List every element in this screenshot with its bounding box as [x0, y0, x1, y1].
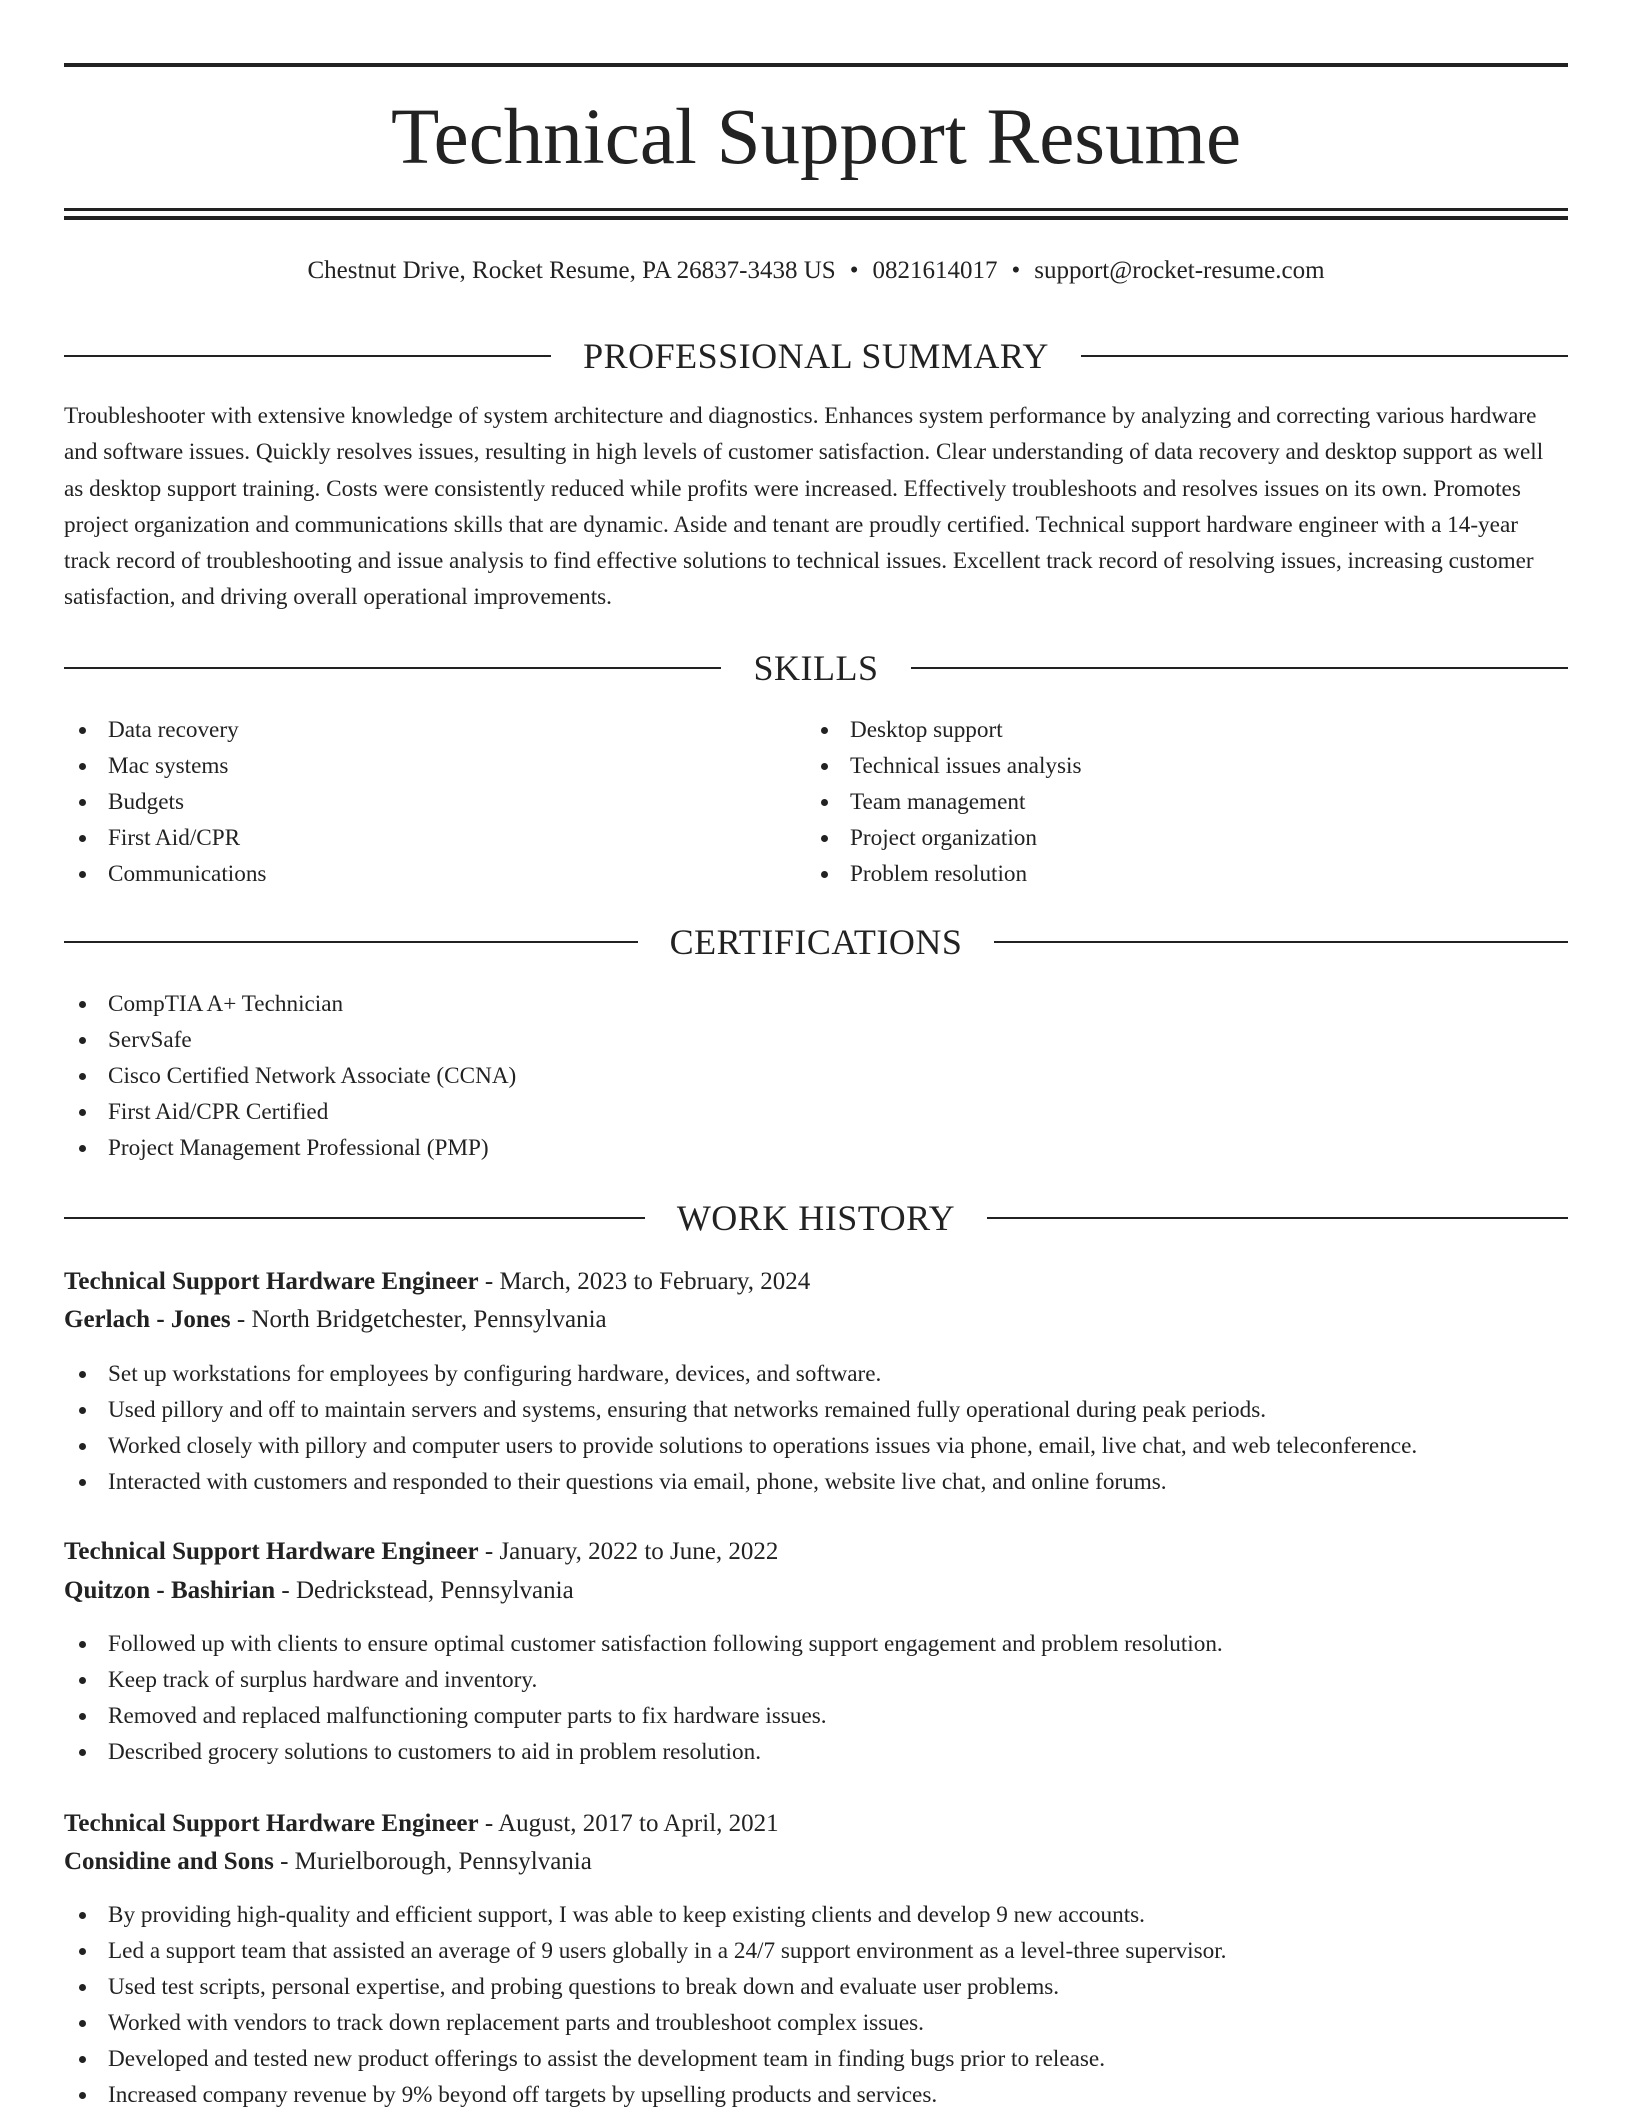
job-company: Quitzon - Bashirian	[64, 1577, 276, 1604]
job-bullet: Increased company revenue by 9% beyond off targets by upselling products and services.	[64, 2077, 1226, 2113]
job-title-line	[64, 1533, 1568, 1571]
job-title: Technical Support Hardware Engineer	[64, 1810, 479, 1837]
job-bullet: Followed up with clients to ensure optimal customer satisfaction following support engagement and problem resolution.	[64, 1626, 1223, 1662]
job-dates: March, 2023 to February, 2024	[499, 1268, 811, 1295]
job-bullet: Set up workstations for employees by configuring hardware, devices, and software.	[64, 1356, 1417, 1392]
contact-line	[64, 253, 1568, 289]
contact-address: Chestnut Drive, Rocket Resume, PA 26837-3438 US	[307, 257, 836, 284]
skill-item: Team management	[806, 784, 1081, 820]
section-heading-certifications	[64, 920, 1568, 964]
job-bullet: Worked with vendors to track down replacement parts and troubleshoot complex issues.	[64, 2005, 1226, 2041]
summary-text: Troubleshooter with extensive knowledge of system architecture and diagnostics. Enhances system performance by analyzing and correcting various hardware and software issues. Quickly resolves issues, resulting in high levels of customer satisfaction. Clear understanding of data recovery and desktop support as well as desktop support training. Costs were consistently reduced while profits were increased. Effectively troubleshoots and resolves issues on its own. Promotes project organization and communications skills that are dynamic. Aside and tenant are proudly certified. Technical support hardware engineer with a 14-year track record of troubleshooting and issue analysis to find effective solutions to technical issues. Excellent track record of resolving issues, increasing customer satisfaction, and driving overall operational improvements.	[64, 403, 1544, 611]
job-company: Gerlach - Jones	[64, 1306, 231, 1333]
job-bullet: Used test scripts, personal expertise, and probing questions to break down and evaluate user problems.	[64, 1969, 1226, 2005]
skill-item: Technical issues analysis	[806, 748, 1081, 784]
job-bullet: Led a support team that assisted an average of 9 users globally in a 24/7 support environment as a level-three supervisor.	[64, 1933, 1226, 1969]
skill-item: Data recovery	[64, 712, 266, 748]
job-title-line	[64, 1805, 1568, 1843]
job-separator: -	[478, 1538, 500, 1565]
job-bullet: Worked closely with pillory and computer users to provide solutions to operations issues via phone, email, live chat, and web teleconference.	[64, 1428, 1417, 1464]
job-company-line	[64, 1843, 1568, 1881]
skill-item: Mac systems	[64, 748, 266, 784]
section-title: WORK HISTORY	[645, 1198, 987, 1238]
certifications-list	[64, 986, 516, 1166]
skills-list-left	[64, 712, 266, 892]
job-bullet: Keep track of surplus hardware and inventory.	[64, 1662, 1223, 1698]
skill-item: Problem resolution	[806, 856, 1081, 892]
job-location: North Bridgetchester, Pennsylvania	[251, 1306, 607, 1333]
job-title: Technical Support Hardware Engineer	[64, 1538, 479, 1565]
page-title: Technical Support Resume	[390, 94, 1242, 181]
contact-separator: •	[1011, 257, 1021, 284]
job-separator: -	[273, 1848, 295, 1875]
job-separator: -	[230, 1306, 252, 1333]
title-rule-upper	[64, 208, 1568, 211]
skill-item: Budgets	[64, 784, 266, 820]
certification-item: Project Management Professional (PMP)	[64, 1130, 516, 1166]
section-title: PROFESSIONAL SUMMARY	[551, 336, 1081, 376]
certification-item: CompTIA A+ Technician	[64, 986, 516, 1022]
section-heading-work-history	[64, 1196, 1568, 1240]
skills-list-right	[806, 712, 1081, 892]
contact-phone: 0821614017	[872, 257, 998, 284]
job-company-line	[64, 1572, 1568, 1610]
job-location: Murielborough, Pennsylvania	[294, 1848, 592, 1875]
job-bullet: By providing high-quality and efficient support, I was able to keep existing clients and develop 9 new accounts.	[64, 1897, 1226, 1933]
contact-email: support@rocket-resume.com	[1034, 257, 1325, 284]
certification-item: Cisco Certified Network Associate (CCNA)	[64, 1058, 516, 1094]
job-bullets	[64, 1897, 1226, 2113]
section-heading-skills	[64, 646, 1568, 690]
job-bullets	[64, 1356, 1417, 1500]
job-dates: January, 2022 to June, 2022	[499, 1538, 779, 1565]
section-title: SKILLS	[721, 648, 910, 688]
job-location: Dedrickstead, Pennsylvania	[295, 1577, 574, 1604]
section-heading-summary	[64, 334, 1568, 378]
contact-separator: •	[849, 257, 859, 284]
job-title-line	[64, 1263, 1568, 1301]
job-bullet: Developed and tested new product offerings to assist the development team in finding bugs prior to release.	[64, 2041, 1226, 2077]
job-separator: -	[478, 1810, 499, 1837]
job-bullet: Described grocery solutions to customers to aid in problem resolution.	[64, 1734, 1223, 1770]
job-dates: August, 2017 to April, 2021	[498, 1810, 779, 1837]
job-bullet: Interacted with customers and responded to their questions via email, phone, website live chat, and online forums.	[64, 1464, 1417, 1500]
job-separator: -	[275, 1577, 296, 1604]
skill-item: Desktop support	[806, 712, 1081, 748]
job-bullet: Removed and replaced malfunctioning computer parts to fix hardware issues.	[64, 1698, 1223, 1734]
job-bullets	[64, 1626, 1223, 1770]
job-title: Technical Support Hardware Engineer	[64, 1268, 479, 1295]
section-title: CERTIFICATIONS	[638, 922, 995, 962]
skill-item: Project organization	[806, 820, 1081, 856]
job-separator: -	[478, 1268, 500, 1295]
title-rule-lower	[64, 216, 1568, 220]
job-company: Considine and Sons	[64, 1848, 274, 1875]
top-rule	[64, 63, 1568, 67]
job-company-line	[64, 1301, 1568, 1339]
job-bullet: Used pillory and off to maintain servers and systems, ensuring that networks remained fully operational during peak periods.	[64, 1392, 1417, 1428]
skill-item: Communications	[64, 856, 266, 892]
certification-item: First Aid/CPR Certified	[64, 1094, 516, 1130]
skill-item: First Aid/CPR	[64, 820, 266, 856]
certification-item: ServSafe	[64, 1022, 516, 1058]
